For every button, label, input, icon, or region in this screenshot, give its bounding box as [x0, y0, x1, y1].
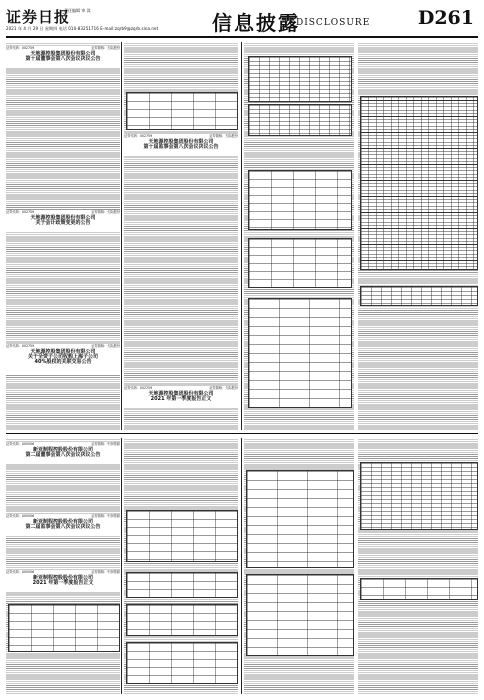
data-table: [248, 238, 352, 288]
data-table: [126, 92, 238, 130]
data-table: [248, 104, 352, 136]
data-table: [126, 510, 238, 562]
half-divider: [6, 433, 478, 434]
text-column: [6, 438, 120, 694]
data-table: [126, 604, 238, 636]
section-title: 信息披露: [212, 11, 300, 35]
notice-heading: 证券代码：000506 证券简称：中润资源 新亚制程控股股份有限公司 第二届董事会第八次会议决议公告: [6, 442, 120, 464]
data-table: [248, 298, 352, 408]
data-table: [360, 286, 478, 306]
data-table: [246, 470, 354, 568]
data-table: [126, 572, 238, 598]
notice-heading: 证券代码：002759 证券简称：天际股份 天地源控股集团股份有限公司 关于全资子公司收购上海子公司 40%股权的关联交易公告: [6, 344, 120, 374]
editor-credits: 责任编辑 审 读: [64, 8, 91, 13]
data-table: [360, 96, 478, 270]
column-divider: [241, 438, 242, 694]
data-table: [248, 56, 352, 102]
data-table: [360, 578, 478, 600]
notice-heading: 证券代码：002759 证券简称：天际股份 天地源控股集团股份有限公司 2021 年第一季度报告正文: [124, 386, 238, 408]
masthead: [6, 4, 478, 38]
notice-heading: 证券代码：000506 证券简称：中润资源 新亚制程控股股份有限公司 2021 年第一季度报告正文: [6, 570, 120, 592]
newspaper-logo: 证券日报: [6, 8, 71, 26]
page-number: D261: [417, 7, 474, 29]
data-table: [360, 462, 478, 530]
section-title-english: DISCLOSURE: [296, 18, 371, 28]
notice-heading: 证券代码：002759 证券简称：天际股份 天地源控股集团股份有限公司 第十届监事会第八次会议决议公告: [124, 134, 238, 156]
data-table: [126, 642, 238, 684]
notice-heading: 证券代码：002759 证券简称：天际股份 天地源控股集团股份有限公司 关于会计政策变更的公告: [6, 210, 120, 232]
data-table: [248, 170, 352, 230]
data-table: [246, 574, 354, 656]
dateline: 2021 年 4 月 29 日 星期四 电话 010-83251716 E-mail:zqrb9@zqrb.sina.net: [6, 26, 159, 31]
notice-heading: 证券代码：000506 证券简称：中润资源 新亚制程控股股份有限公司 第二届监事会第八次会议决议公告: [6, 514, 120, 536]
column-divider: [121, 42, 122, 430]
column-divider: [241, 42, 242, 430]
notice-heading: 证券代码：002759 证券简称：天际股份 天地源控股集团股份有限公司 第十届董事会第八次会议决议公告: [6, 46, 120, 68]
data-table: [8, 604, 120, 652]
column-divider: [121, 438, 122, 694]
